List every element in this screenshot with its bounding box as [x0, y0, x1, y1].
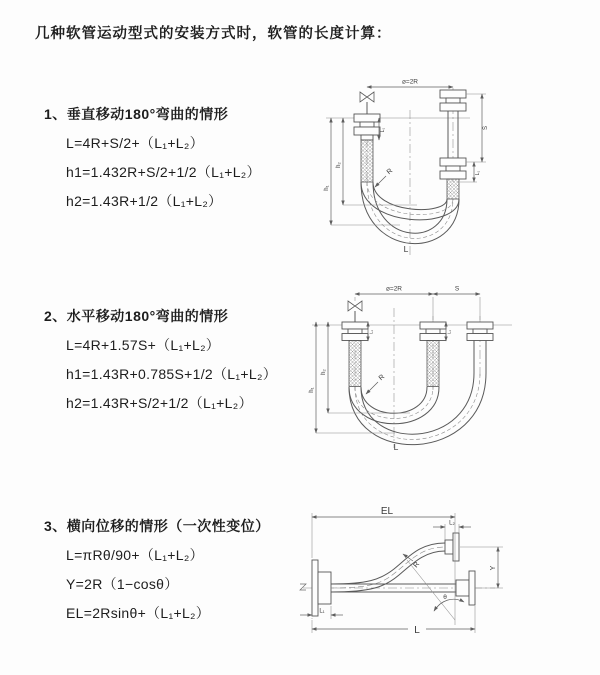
dim-label-r: R — [377, 373, 387, 383]
dim-label-h1: h₁ — [324, 185, 330, 191]
valve-icon — [348, 301, 362, 311]
braided-hose-section — [361, 140, 373, 182]
dim-label-l: L — [403, 244, 409, 254]
dim-label-l1: L₁ — [319, 608, 325, 615]
centerline-break-mark — [300, 584, 306, 590]
dim-label-r: R — [412, 560, 422, 570]
dim-label-r: R — [385, 167, 395, 177]
formula-line: h2=1.43R+1/2（L₁+L₂） — [66, 193, 223, 209]
valve-icon — [360, 92, 374, 102]
section-1 — [44, 104, 261, 211]
dim-label-l: L — [414, 625, 420, 636]
dim-label-h2: h₂ — [336, 162, 342, 168]
dim-label-y: Y — [490, 565, 497, 571]
hose-centerline — [331, 547, 445, 588]
braided-hose-section — [349, 341, 361, 387]
diagram-lateral-displacement — [295, 498, 600, 650]
formula-line: EL=2Rsinθ+（L₁+L₂） — [66, 605, 211, 621]
formula-line: L=4R+S/2+（L₁+L₂） — [66, 135, 204, 151]
dim-label-l1: L₁ — [446, 329, 452, 335]
dim-label-span: ⌀=2R — [401, 78, 419, 86]
section-3-heading: 3、横向位移的情形（一次性变位） — [44, 518, 270, 534]
braided-hose-section — [447, 179, 459, 199]
dim-label-s: S — [454, 285, 460, 293]
dim-label-l1: L₁ — [380, 127, 386, 133]
formula-line: Y=2R（1−cosθ） — [66, 576, 179, 592]
dim-label-el: EL — [380, 506, 394, 517]
dim-label-h1: h₁ — [309, 387, 315, 393]
dim-label-h2: h₂ — [321, 369, 327, 375]
dim-label-l: L — [393, 442, 399, 452]
section-2-heading: 2、水平移动180°弯曲的情形 — [44, 308, 229, 324]
dim-label-l1: L₁ — [368, 329, 374, 335]
section-2 — [44, 306, 277, 413]
section-3 — [44, 516, 270, 623]
dim-label-l2: L₂ — [449, 520, 455, 527]
diagram-horizontal-180-bend — [300, 278, 600, 456]
section-1-heading: 1、垂直移动180°弯曲的情形 — [44, 106, 229, 122]
dim-label-span: ⌀=2R — [385, 285, 403, 293]
angle-arc — [434, 599, 464, 611]
formula-line: h1=1.432R+S/2+1/2（L₁+L₂） — [66, 164, 261, 180]
dim-label-theta: θ — [443, 594, 447, 601]
formula-line: L=4R+1.57S+（L₁+L₂） — [66, 337, 221, 353]
formula-line: h1=1.43R+0.785S+1/2（L₁+L₂） — [66, 366, 277, 382]
diagram-vertical-180-bend — [300, 70, 600, 270]
page-title: 几种软管运动型式的安装方式时，软管的长度计算： — [35, 26, 392, 42]
formula-line: h2=1.43R+S/2+1/2（L₁+L₂） — [66, 395, 253, 411]
dim-label-s: S — [483, 125, 489, 131]
radius-line — [407, 560, 455, 620]
braided-hose-section — [427, 341, 439, 387]
formula-line: L=πRθ/90+（L₁+L₂） — [66, 547, 204, 563]
dim-label-l1: L₁ — [475, 170, 481, 176]
